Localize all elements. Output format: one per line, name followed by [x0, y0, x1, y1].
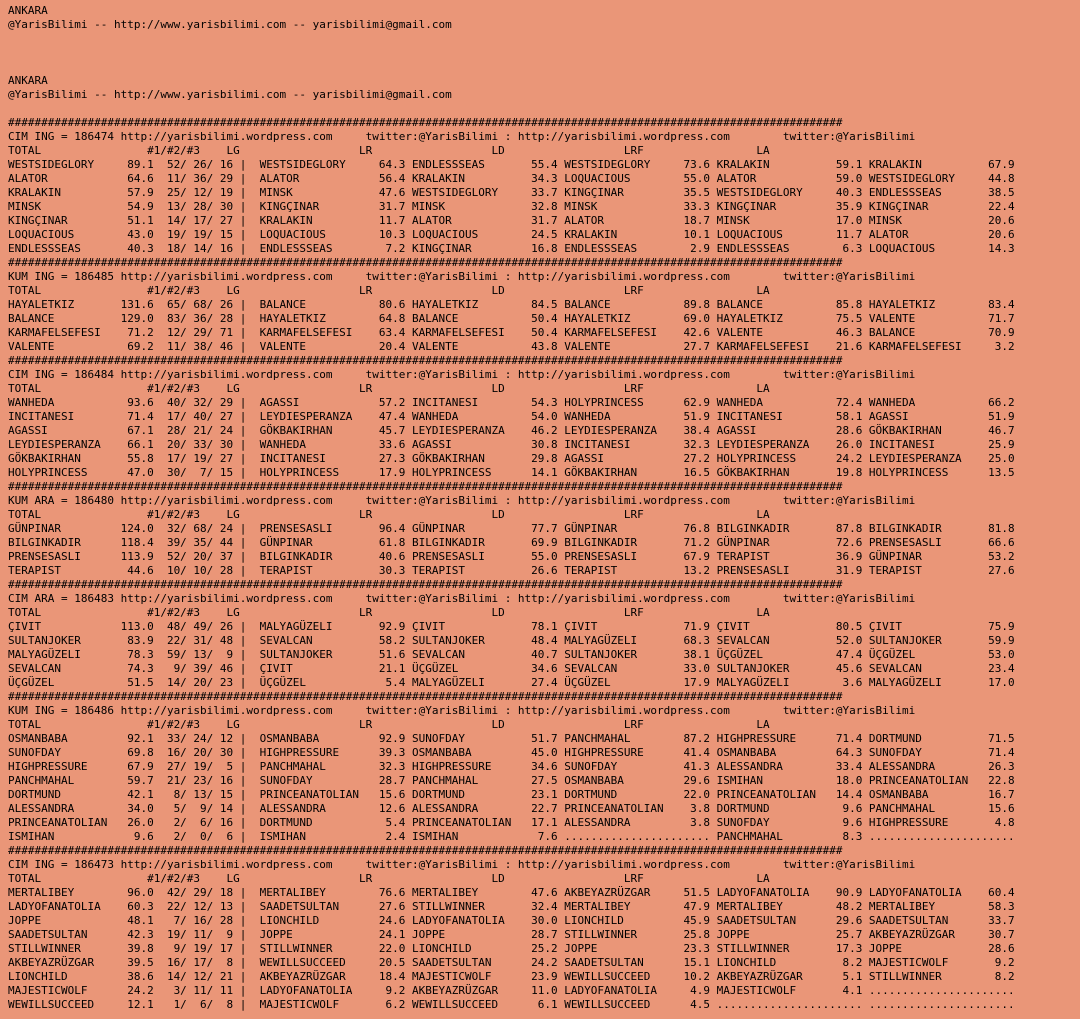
horse-row: BILGINKADIR 118.4 39/ 35/ 44 | GÜNPINAR 61.8 BILGINKADIR 69.9 BILGINKADIR 71.2 GÜNPINAR 72.6 PRENSESASLI 66.6: [8, 536, 1015, 549]
horse-row: LOQUACIOUS 43.0 19/ 19/ 15 | LOQUACIOUS 10.3 LOQUACIOUS 24.5 KRALAKIN 10.1 LOQUACIOUS 11.7 ALATOR 20.6: [8, 228, 1015, 241]
horse-row: HAYALETKIZ 131.6 65/ 68/ 26 | BALANCE 80.6 HAYALETKIZ 84.5 BALANCE 89.8 BALANCE 85.8 HAYALETKIZ 83.4: [8, 298, 1015, 311]
horse-row: KARMAFELSEFESI 71.2 12/ 29/ 71 | KARMAFELSEFESI 63.4 KARMAFELSEFESI 50.4 KARMAFELSEFESI 42.6 VALENTE 46.3 BALANCE 70.9: [8, 326, 1015, 339]
horse-row: STILLWINNER 39.8 9/ 19/ 17 | STILLWINNER 22.0 LIONCHILD 25.2 JOPPE 23.3 STILLWINNER 17.3 JOPPE 28.6: [8, 942, 1015, 955]
race-header-line: CIM ING = 186484 http://yarisbilimi.wordpress.com twitter:@YarisBilimi : http://yarisbilimi.wordpress.com twitter:@YarisBilimi: [8, 368, 916, 381]
site-header-line: @YarisBilimi -- http://www.yarisbilimi.com -- yarisbilimi@gmail.com: [8, 18, 452, 31]
horse-row: WEWILLSUCCEED 12.1 1/ 6/ 8 | MAJESTICWOLF 6.2 WEWILLSUCCEED 6.1 WEWILLSUCCEED 4.5 ...................... ......................: [8, 998, 1015, 1011]
horse-row: HIGHPRESSURE 67.9 27/ 19/ 5 | PANCHMAHAL 32.3 HIGHPRESSURE 34.6 SUNOFDAY 41.3 ALESSANDRA 33.4 ALESSANDRA 26.3: [8, 760, 1015, 773]
horse-row: SAADETSULTAN 42.3 19/ 11/ 9 | JOPPE 24.1 JOPPE 28.7 STILLWINNER 25.8 JOPPE 25.7 AKBEYAZRÜZGAR 30.7: [8, 928, 1015, 941]
separator-line: ##############################################################################################################################: [8, 844, 843, 857]
race-header-line: CIM ING = 186474 http://yarisbilimi.wordpress.com twitter:@YarisBilimi : http://yarisbilimi.wordpress.com twitter:@YarisBilimi: [8, 130, 916, 143]
horse-row: MAJESTICWOLF 24.2 3/ 11/ 11 | LADYOFANATOLIA 9.2 AKBEYAZRÜZGAR 11.0 LADYOFANATOLIA 4.9 MAJESTICWOLF 4.1 ......................: [8, 984, 1015, 997]
race-header-line: KUM ARA = 186480 http://yarisbilimi.wordpress.com twitter:@YarisBilimi : http://yarisbilimi.wordpress.com twitter:@YarisBilimi: [8, 494, 916, 507]
horse-row: ÜÇGÜZEL 51.5 14/ 20/ 23 | ÜÇGÜZEL 5.4 MALYAGÜZELI 27.4 ÜÇGÜZEL 17.9 MALYAGÜZELI 3.6 MALYAGÜZELI 17.0: [8, 676, 1015, 689]
horse-row: TERAPIST 44.6 10/ 10/ 28 | TERAPIST 30.3 TERAPIST 26.6 TERAPIST 13.2 PRENSESASLI 31.9 TERAPIST 27.6: [8, 564, 1015, 577]
horse-row: LADYOFANATOLIA 60.3 22/ 12/ 13 | SAADETSULTAN 27.6 STILLWINNER 32.4 MERTALIBEY 47.9 MERTALIBEY 48.2 MERTALIBEY 58.3: [8, 900, 1015, 913]
separator-line: ##############################################################################################################################: [8, 690, 843, 703]
horse-row: AGASSI 67.1 28/ 21/ 24 | GÖKBAKIRHAN 45.7 LEYDIESPERANZA 46.2 LEYDIESPERANZA 38.4 AGASSI 28.6 GÖKBAKIRHAN 46.7: [8, 424, 1015, 437]
horse-row: KRALAKIN 57.9 25/ 12/ 19 | MINSK 47.6 WESTSIDEGLORY 33.7 KINGÇINAR 35.5 WESTSIDEGLORY 40.3 ENDLESSSEAS 38.5: [8, 186, 1015, 199]
column-header-line: TOTAL #1/#2/#3 LG LR LD LRF LA: [8, 382, 770, 395]
horse-row: SEVALCAN 74.3 9/ 39/ 46 | ÇIVIT 21.1 ÜÇGÜZEL 34.6 SEVALCAN 33.0 SULTANJOKER 45.6 SEVALCAN 23.4: [8, 662, 1015, 675]
horse-row: ISMIHAN 9.6 2/ 0/ 6 | ISMIHAN 2.4 ISMIHAN 7.6 ...................... PANCHMAHAL 8.3 ......................: [8, 830, 1015, 843]
horse-row: ALESSANDRA 34.0 5/ 9/ 14 | ALESSANDRA 12.6 ALESSANDRA 22.7 PRINCEANATOLIAN 3.8 DORTMUND 9.6 PANCHMAHAL 15.6: [8, 802, 1015, 815]
horse-row: MINSK 54.9 13/ 28/ 30 | KINGÇINAR 31.7 MINSK 32.8 MINSK 33.3 KINGÇINAR 35.9 KINGÇINAR 22.4: [8, 200, 1015, 213]
horse-row: ÇIVIT 113.0 48/ 49/ 26 | MALYAGÜZELI 92.9 ÇIVIT 78.1 ÇIVIT 71.9 ÇIVIT 80.5 ÇIVIT 75.9: [8, 620, 1015, 633]
horse-row: SULTANJOKER 83.9 22/ 31/ 48 | SEVALCAN 58.2 SULTANJOKER 48.4 MALYAGÜZELI 68.3 SEVALCAN 52.0 SULTANJOKER 59.9: [8, 634, 1015, 647]
race-header-line: KUM ING = 186486 http://yarisbilimi.wordpress.com twitter:@YarisBilimi : http://yarisbilimi.wordpress.com twitter:@YarisBilimi: [8, 704, 916, 717]
column-header-line: TOTAL #1/#2/#3 LG LR LD LRF LA: [8, 872, 770, 885]
separator-line: ##############################################################################################################################: [8, 256, 843, 269]
horse-row: WANHEDA 93.6 40/ 32/ 29 | AGASSI 57.2 INCITANESI 54.3 HOLYPRINCESS 62.9 WANHEDA 72.4 WANHEDA 66.2: [8, 396, 1015, 409]
horse-row: GÖKBAKIRHAN 55.8 17/ 19/ 27 | INCITANESI 27.3 GÖKBAKIRHAN 29.8 AGASSI 27.2 HOLYPRINCESS 24.2 LEYDIESPERANZA 25.0: [8, 452, 1015, 465]
horse-row: LIONCHILD 38.6 14/ 12/ 21 | AKBEYAZRÜZGAR 18.4 MAJESTICWOLF 23.9 WEWILLSUCCEED 10.2 AKBEYAZRÜZGAR 5.1 STILLWINNER 8.2: [8, 970, 1015, 983]
horse-row: VALENTE 69.2 11/ 38/ 46 | VALENTE 20.4 VALENTE 43.8 VALENTE 27.7 KARMAFELSEFESI 21.6 KARMAFELSEFESI 3.2: [8, 340, 1015, 353]
horse-row: PANCHMAHAL 59.7 21/ 23/ 16 | SUNOFDAY 28.7 PANCHMAHAL 27.5 OSMANBABA 29.6 ISMIHAN 18.0 PRINCEANATOLIAN 22.8: [8, 774, 1015, 787]
separator-line: ##############################################################################################################################: [8, 116, 843, 129]
horse-row: INCITANESI 71.4 17/ 40/ 27 | LEYDIESPERANZA 47.4 WANHEDA 54.0 WANHEDA 51.9 INCITANESI 58.1 AGASSI 51.9: [8, 410, 1015, 423]
horse-row: ENDLESSSEAS 40.3 18/ 14/ 16 | ENDLESSSEAS 7.2 KINGÇINAR 16.8 ENDLESSSEAS 2.9 ENDLESSSEAS 6.3 LOQUACIOUS 14.3: [8, 242, 1015, 255]
horse-row: PRINCEANATOLIAN 26.0 2/ 6/ 16 | DORTMUND 5.4 PRINCEANATOLIAN 17.1 ALESSANDRA 3.8 SUNOFDAY 9.6 HIGHPRESSURE 4.8: [8, 816, 1015, 829]
race-header-line: CIM ARA = 186483 http://yarisbilimi.wordpress.com twitter:@YarisBilimi : http://yarisbilimi.wordpress.com twitter:@YarisBilimi: [8, 592, 916, 605]
horse-row: PRENSESASLI 113.9 52/ 20/ 37 | BILGINKADIR 40.6 PRENSESASLI 55.0 PRENSESASLI 67.9 TERAPIST 36.9 GÜNPINAR 53.2: [8, 550, 1015, 563]
horse-row: LEYDIESPERANZA 66.1 20/ 33/ 30 | WANHEDA 33.6 AGASSI 30.8 INCITANESI 32.3 LEYDIESPERANZA 26.0 INCITANESI 25.9: [8, 438, 1015, 451]
column-header-line: TOTAL #1/#2/#3 LG LR LD LRF LA: [8, 606, 770, 619]
horse-row: BALANCE 129.0 83/ 36/ 28 | HAYALETKIZ 64.8 BALANCE 50.4 HAYALETKIZ 69.0 HAYALETKIZ 75.5 VALENTE 71.7: [8, 312, 1015, 325]
column-header-line: TOTAL #1/#2/#3 LG LR LD LRF LA: [8, 508, 770, 521]
horse-row: MERTALIBEY 96.0 42/ 29/ 18 | MERTALIBEY 76.6 MERTALIBEY 47.6 AKBEYAZRÜZGAR 51.5 LADYOFANATOLIA 90.9 LADYOFANATOLIA 60.4: [8, 886, 1015, 899]
separator-line: ##############################################################################################################################: [8, 354, 843, 367]
horse-row: ALATOR 64.6 11/ 36/ 29 | ALATOR 56.4 KRALAKIN 34.3 LOQUACIOUS 55.0 ALATOR 59.0 WESTSIDEGLORY 44.8: [8, 172, 1015, 185]
horse-row: DORTMUND 42.1 8/ 13/ 15 | PRINCEANATOLIAN 15.6 DORTMUND 23.1 DORTMUND 22.0 PRINCEANATOLIAN 14.4 OSMANBABA 16.7: [8, 788, 1015, 801]
horse-row: AKBEYAZRÜZGAR 39.5 16/ 17/ 8 | WEWILLSUCCEED 20.5 SAADETSULTAN 24.2 SAADETSULTAN 15.1 LIONCHILD 8.2 MAJESTICWOLF 9.2: [8, 956, 1015, 969]
column-header-line: TOTAL #1/#2/#3 LG LR LD LRF LA: [8, 284, 770, 297]
race-header-line: CIM ING = 186473 http://yarisbilimi.wordpress.com twitter:@YarisBilimi : http://yarisbilimi.wordpress.com twitter:@YarisBilimi: [8, 858, 916, 871]
separator-line: ##############################################################################################################################: [8, 578, 843, 591]
separator-line: ##############################################################################################################################: [8, 480, 843, 493]
horse-row: GÜNPINAR 124.0 32/ 68/ 24 | PRENSESASLI 96.4 GÜNPINAR 77.7 GÜNPINAR 76.8 BILGINKADIR 87.8 BILGINKADIR 81.8: [8, 522, 1015, 535]
site-header-line: @YarisBilimi -- http://www.yarisbilimi.com -- yarisbilimi@gmail.com: [8, 88, 452, 101]
horse-row: WESTSIDEGLORY 89.1 52/ 26/ 16 | WESTSIDEGLORY 64.3 ENDLESSSEAS 55.4 WESTSIDEGLORY 73.6 KRALAKIN 59.1 KRALAKIN 67.9: [8, 158, 1015, 171]
race-header-line: KUM ING = 186485 http://yarisbilimi.wordpress.com twitter:@YarisBilimi : http://yarisbilimi.wordpress.com twitter:@YarisBilimi: [8, 270, 916, 283]
column-header-line: TOTAL #1/#2/#3 LG LR LD LRF LA: [8, 718, 770, 731]
horse-row: MALYAGÜZELI 78.3 59/ 13/ 9 | SULTANJOKER 51.6 SEVALCAN 40.7 SULTANJOKER 38.1 ÜÇGÜZEL 47.4 ÜÇGÜZEL 53.0: [8, 648, 1015, 661]
horse-row: JOPPE 48.1 7/ 16/ 28 | LIONCHILD 24.6 LADYOFANATOLIA 30.0 LIONCHILD 45.9 SAADETSULTAN 29.6 SAADETSULTAN 33.7: [8, 914, 1015, 927]
site-header-line: ANKARA: [8, 4, 48, 17]
column-header-line: TOTAL #1/#2/#3 LG LR LD LRF LA: [8, 144, 770, 157]
horse-row: OSMANBABA 92.1 33/ 24/ 12 | OSMANBABA 92.9 SUNOFDAY 51.7 PANCHMAHAL 87.2 HIGHPRESSURE 71.4 DORTMUND 71.5: [8, 732, 1015, 745]
horse-row: HOLYPRINCESS 47.0 30/ 7/ 15 | HOLYPRINCESS 17.9 HOLYPRINCESS 14.1 GÖKBAKIRHAN 16.5 GÖKBAKIRHAN 19.8 HOLYPRINCESS 13.5: [8, 466, 1015, 479]
horse-row: KINGÇINAR 51.1 14/ 17/ 27 | KRALAKIN 11.7 ALATOR 31.7 ALATOR 18.7 MINSK 17.0 MINSK 20.6: [8, 214, 1015, 227]
horse-row: SUNOFDAY 69.8 16/ 20/ 30 | HIGHPRESSURE 39.3 OSMANBABA 45.0 HIGHPRESSURE 41.4 OSMANBABA 64.3 SUNOFDAY 71.4: [8, 746, 1015, 759]
site-header-line: ANKARA: [8, 74, 48, 87]
